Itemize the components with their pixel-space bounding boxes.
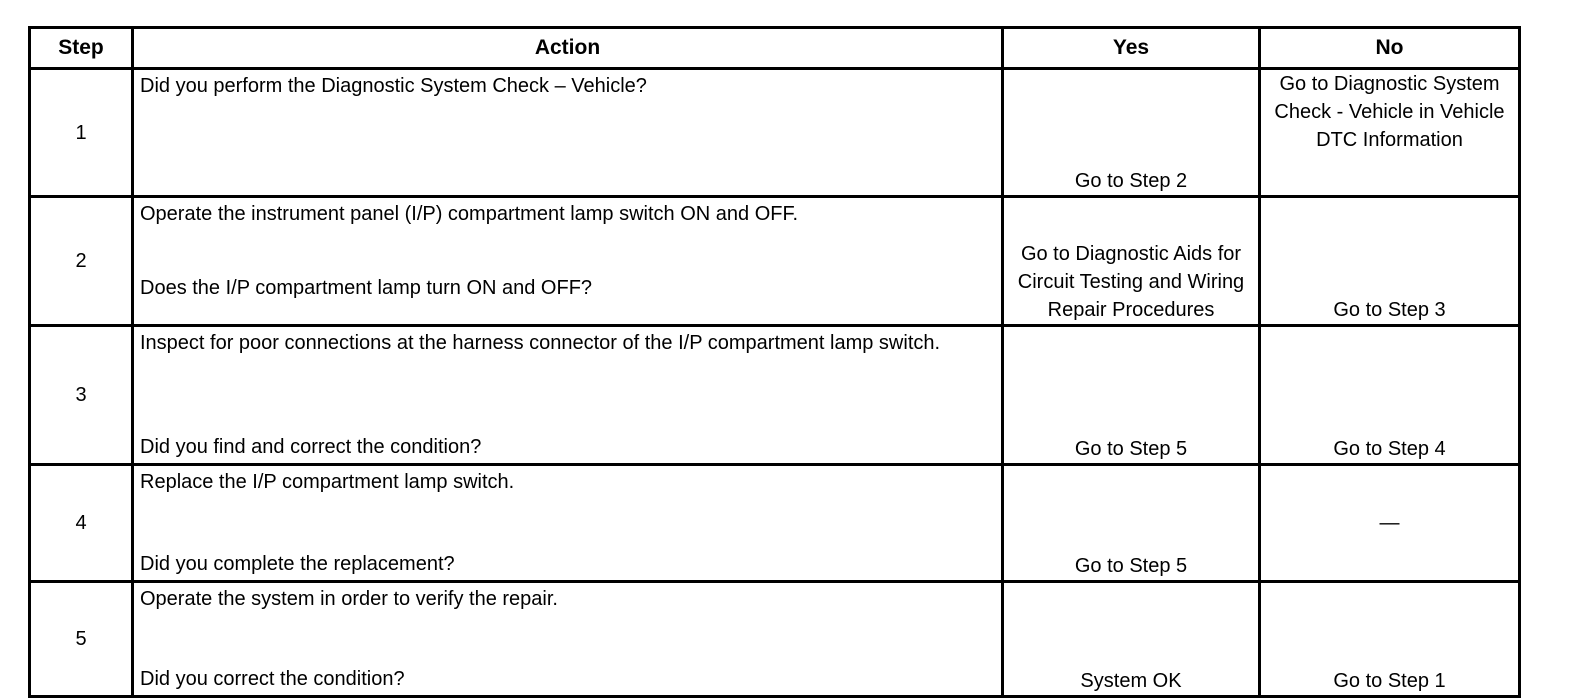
- step-number: 4: [30, 465, 133, 582]
- no-result: Go to Diagnostic System Check - Vehicle in Vehicle DTC Information: [1260, 69, 1520, 197]
- no-result: Go to Step 1: [1260, 582, 1520, 697]
- action-text: Operate the system in order to verify the repair.: [140, 588, 558, 610]
- table-row: [30, 326, 1520, 465]
- action-cell: [133, 69, 1003, 197]
- action-question: Does the I/P compartment lamp turn ON and OFF?: [140, 277, 593, 299]
- action-text: Operate the instrument panel (I/P) compartment lamp switch ON and OFF.: [140, 203, 799, 225]
- action-cell: [133, 465, 1003, 582]
- step-number: 5: [30, 582, 133, 697]
- action-cell: [133, 197, 1003, 326]
- yes-result: Go to Step 5: [1003, 465, 1260, 582]
- yes-result: System OK: [1003, 582, 1260, 697]
- action-text: Replace the I/P compartment lamp switch.: [140, 471, 515, 493]
- action-question: Did you correct the condition?: [140, 668, 405, 690]
- table-row: [30, 465, 1520, 582]
- yes-result: Go to Step 2: [1003, 69, 1260, 197]
- header-action: Action: [133, 28, 1003, 69]
- step-number: 3: [30, 326, 133, 465]
- header-yes: Yes: [1003, 28, 1260, 69]
- table-row: [30, 69, 1520, 197]
- step-number: 2: [30, 197, 133, 326]
- action-question: Did you find and correct the condition?: [140, 436, 482, 458]
- action-question: Did you complete the replacement?: [140, 553, 455, 575]
- step-number: 1: [30, 69, 133, 197]
- no-result: Go to Step 4: [1260, 326, 1520, 465]
- action-text: Inspect for poor connections at the harness connector of the I/P compartment lamp switch.: [140, 332, 941, 354]
- action-cell: [133, 582, 1003, 697]
- header-step: Step: [30, 28, 133, 69]
- action-cell: [133, 326, 1003, 465]
- yes-result: Go to Diagnostic Aids for Circuit Testing and Wiring Repair Procedures: [1003, 197, 1260, 326]
- yes-result: Go to Step 5: [1003, 326, 1260, 465]
- table-row: [30, 582, 1520, 697]
- action-text: Did you perform the Diagnostic System Check – Vehicle?: [140, 75, 647, 97]
- header-no: No: [1260, 28, 1520, 69]
- no-result: —: [1260, 465, 1520, 582]
- no-result: Go to Step 3: [1260, 197, 1520, 326]
- header-row: [30, 28, 1520, 69]
- table-row: [30, 197, 1520, 326]
- diagnostic-table: [28, 26, 1521, 698]
